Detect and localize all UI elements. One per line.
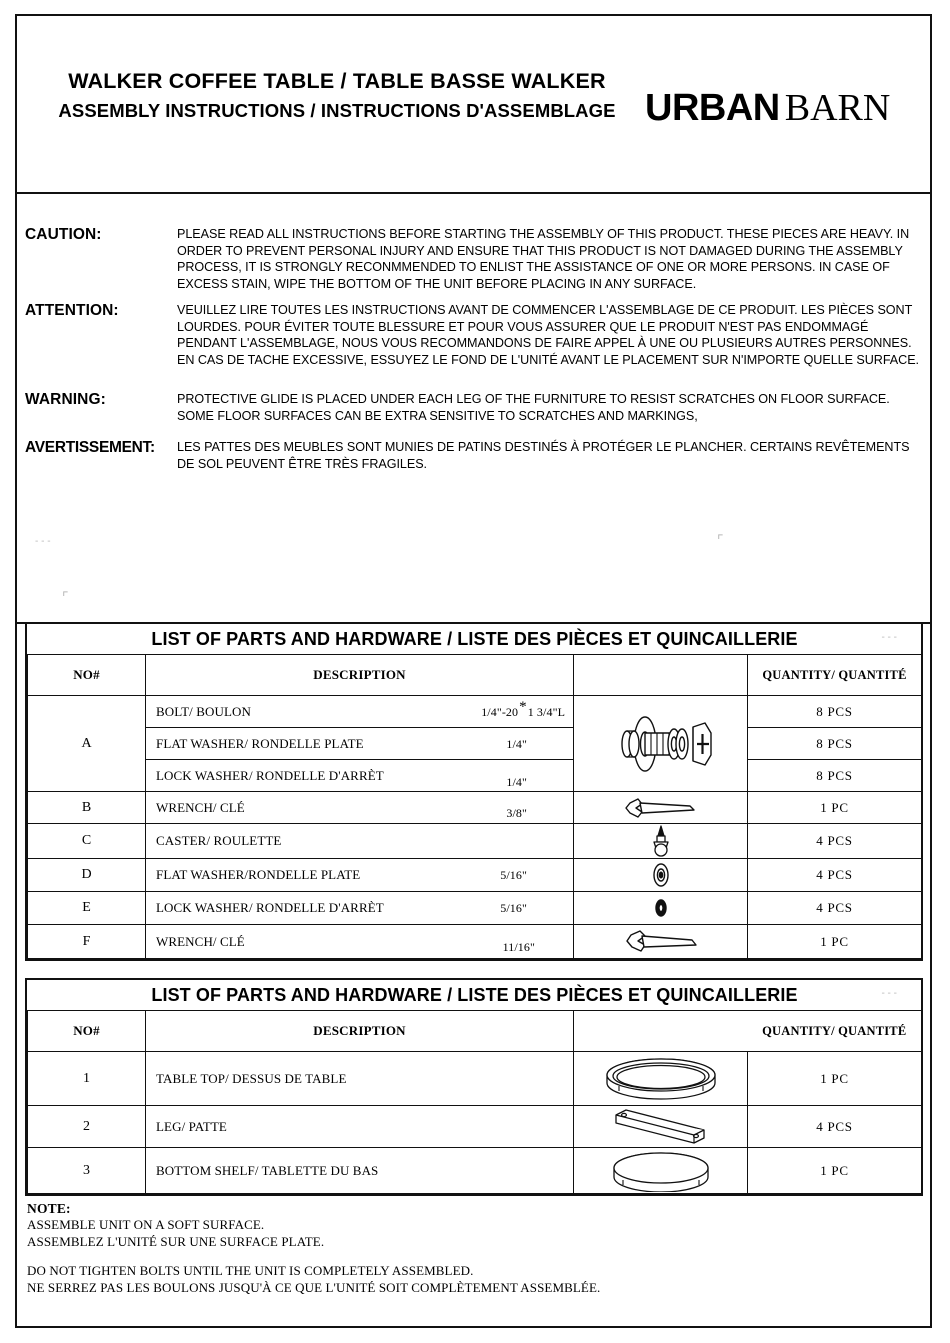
notice-warning-text: PROTECTIVE GLIDE IS PLACED UNDER EACH LEG OF THE FURNITURE TO RESIST SCRATCHES ON FLOOR SURFACE. SOME FLOOR SURFACES CAN BE EXTRA SENSITIVE TO SCRATCHES AND MARKINGS, [177, 392, 890, 423]
table-row [28, 728, 922, 760]
leg-icon [574, 1106, 748, 1148]
row-quantity-lock-washer-quarter: 8 PCS [748, 760, 922, 792]
row-description-caster [146, 824, 574, 859]
row-quantity-flat-washer-quarter: 8 PCS [748, 728, 922, 760]
row-quantity-bolt: 8 PCS [748, 696, 922, 728]
caster-icon [574, 824, 748, 859]
row-dimension: 1/4" [506, 774, 527, 789]
row-dimension: 5/16" [500, 901, 527, 915]
table-row [28, 892, 922, 925]
row-dimension [481, 698, 565, 720]
brand-name-urban: URBAN [645, 87, 780, 129]
row-description-text: LOCK WASHER/ RONDELLE D'ARRÈT [156, 900, 384, 915]
table-row [28, 824, 922, 859]
components-parts-table [25, 978, 923, 1196]
row-description-text: LOCK WASHER/ RONDELLE D'ARRÈT [156, 767, 384, 783]
row-no-e: E [28, 892, 146, 925]
wrench-icon [574, 792, 748, 824]
notice-attention-text: VEUILLEZ LIRE TOUTES LES INSTRUCTIONS AVANT DE COMMENCER L'ASSEMBLAGE DE CE PRODUIT. LES PIÈCES SONT LOURDES. POUR ÉVITER TOUTE BLESSURE ET POUR VOUS ASSURER QUE LE PRODUIT N'EST PAS ENDOMMAGÉ PENDANT L'ASSEMBLAGE, NOUS VOUS RECOMMANDONS DE FAIRE APPEL À UNE OU PLUSIEURS AUTRES PERSONNES. EN CAS DE TACHE EXCESSIVE, ESSUYEZ LE FOND DE L'UNITÉ AVANT LE PLACEMENT SUR N'IMPORTE QUELLE SURFACE. [177, 303, 919, 368]
bottom-shelf-icon [574, 1148, 748, 1194]
row-description-leg: LEG/ PATTE [146, 1106, 574, 1148]
row-dimension: 5/16" [500, 868, 527, 882]
column-header-description: DESCRIPTION [146, 1011, 574, 1052]
column-header-description: DESCRIPTION [146, 655, 574, 696]
note-line-ne-serrez-pas: NE SERREZ PAS LES BOULONS JUSQU'À CE QUE L'UNITÉ SOIT COMPLÈTEMENT ASSEMBLÉE. [27, 1279, 601, 1295]
notice-caution-text: PLEASE READ ALL INSTRUCTIONS BEFORE STARTING THE ASSEMBLY OF THIS PRODUCT. THESE PIECES ARE HEAVY. IN ORDER TO PREVENT PERSONAL INJURY AND ENSURE THAT THIS PRODUCT IS NOT DAMAGED DURING THE ASSEMBLY PROCESS, IT IS STRONGLY RECONMMENDED TO ENLIST THE ASSISTANCE OF ONE OR MORE PERSONS. IN CASE OF EXCESS STAIN, WIPE THE BOTTOM OF THE UNIT BEFORE PLACING IN ANY SURFACE. [177, 227, 910, 292]
row-quantity-lock-washer-516: 4 PCS [748, 892, 922, 925]
title-block [37, 68, 637, 123]
row-no-a: A [28, 696, 146, 792]
row-description-table-top: TABLE TOP/ DESSUS DE TABLE [146, 1052, 574, 1106]
row-description-text: FLAT WASHER/ RONDELLE PLATE [156, 735, 364, 751]
row-quantity-caster: 4 PCS [748, 824, 922, 859]
row-quantity-leg: 4 PCS [748, 1106, 922, 1148]
table-row [28, 859, 922, 892]
note-line-assemble-soft-surface: ASSEMBLE UNIT ON A SOFT SURFACE. [27, 1217, 265, 1232]
table-row [28, 696, 922, 728]
row-dimension: 11/16" [502, 939, 535, 954]
row-description-text: FLAT WASHER/RONDELLE PLATE [156, 867, 361, 882]
row-no-3: 3 [28, 1148, 146, 1194]
row-no-2: 2 [28, 1106, 146, 1148]
note-title: NOTE: [27, 1201, 71, 1216]
row-quantity-wrench-1116: 1 PC [748, 925, 922, 959]
row-no-1: 1 [28, 1052, 146, 1106]
bolt-washer-assembly-icon [574, 696, 748, 792]
row-description-text: WRENCH/ CLÉ [156, 933, 245, 949]
row-dimension: 3/8" [506, 805, 527, 820]
row-no-f: F [28, 925, 146, 959]
row-no-b: B [28, 792, 146, 824]
row-quantity-wrench-38: 1 PC [748, 792, 922, 824]
table-row [28, 925, 922, 959]
row-quantity-table-top: 1 PC [748, 1052, 922, 1106]
row-description-bottom-shelf: BOTTOM SHELF/ TABLETTE DU BAS [146, 1148, 574, 1194]
components-table-header-row [28, 1011, 922, 1052]
brand-name-barn: BARN [784, 87, 891, 129]
row-dimension: 1/4" [506, 736, 527, 751]
notice-avertissement-label: AVERTISSEMENT: [25, 439, 155, 456]
column-header-image [574, 655, 748, 696]
column-header-no: NO# [28, 655, 146, 696]
row-description-flat-washer-quarter [146, 728, 574, 760]
notice-avertissement-text: LES PATTES DES MEUBLES SONT MUNIES DE PATINS DESTINÉS À PROTÉGER LE PLANCHER. CERTAINS REVÊTEMENTS DE SOL PEUVENT ÊTRE TRÈS FRAGILES. [177, 440, 910, 471]
row-description-wrench-1116 [146, 925, 574, 959]
column-header-no: NO# [28, 1011, 146, 1052]
table-row [28, 792, 922, 824]
scan-artifact: ⌜ [62, 589, 69, 605]
row-description-bolt [146, 696, 574, 728]
row-dimension-star: * [519, 698, 527, 715]
safety-notices [17, 194, 930, 624]
table-top-icon [574, 1052, 748, 1106]
row-no-c: C [28, 824, 146, 859]
notice-avertissement [25, 439, 930, 472]
row-quantity-flat-washer-516: 4 PCS [748, 859, 922, 892]
scan-artifact: - - - [881, 988, 897, 999]
row-description-text: BOLT/ BOULON [156, 703, 251, 719]
scan-artifact: - - - [881, 632, 897, 643]
note-block [27, 1201, 907, 1297]
document-frame [15, 14, 932, 1328]
notice-caution [25, 226, 930, 293]
notice-attention-label: ATTENTION: [25, 302, 119, 319]
column-header-quantity: QUANTITY/ QUANTITÉ [748, 655, 922, 696]
table-row [28, 760, 922, 792]
note-spacer [27, 1250, 907, 1263]
notice-warning [25, 391, 930, 424]
note-line-do-not-tighten: DO NOT TIGHTEN BOLTS UNTIL THE UNIT IS COMPLETELY ASSEMBLED. [27, 1263, 474, 1279]
table-row [28, 1106, 922, 1148]
row-description-text: WRENCH/ CLÉ [156, 799, 245, 815]
row-quantity-bottom-shelf: 1 PC [748, 1148, 922, 1194]
table-row [28, 1052, 922, 1106]
row-dimension-value: 1/4"-20 [481, 704, 519, 719]
row-description-lock-washer-quarter [146, 760, 574, 792]
row-description-flat-washer-516 [146, 859, 574, 892]
scan-artifact: - - - [35, 536, 51, 547]
wrench-icon [574, 925, 748, 959]
components-table-title: LIST OF PARTS AND HARDWARE / LISTE DES PIÈCES ET QUINCAILLERIE [28, 980, 922, 1011]
page-subtitle: ASSEMBLY INSTRUCTIONS / INSTRUCTIONS D'ASSEMBLAGE [58, 99, 616, 121]
row-no-d: D [28, 859, 146, 892]
row-description-lock-washer-516 [146, 892, 574, 925]
hardware-table-header-row [28, 655, 922, 696]
brand-logo [645, 86, 890, 130]
row-description-wrench-38 [146, 792, 574, 824]
components-table-title-row [28, 980, 922, 1011]
flat-washer-icon [574, 859, 748, 892]
hardware-parts-table [25, 622, 923, 961]
notice-warning-label: WARNING: [25, 391, 106, 408]
row-dimension-tail: 1 3/4"L [527, 704, 565, 719]
hardware-table-title-row [28, 624, 922, 655]
document-header [17, 16, 930, 194]
note-line-assemblez-surface-plate: ASSEMBLEZ L'UNITÉ SUR UNE SURFACE PLATE. [27, 1233, 325, 1249]
scan-artifact: ⌜ [717, 532, 724, 548]
row-description-text: CASTER/ ROULETTE [156, 833, 282, 848]
notice-caution-label: CAUTION: [25, 226, 102, 243]
lock-washer-icon [574, 892, 748, 925]
hardware-table-title: LIST OF PARTS AND HARDWARE / LISTE DES PIÈCES ET QUINCAILLERIE [28, 624, 922, 655]
table-row [28, 1148, 922, 1194]
column-header-quantity: QUANTITY/ QUANTITÉ [748, 1011, 922, 1052]
column-header-image [574, 1011, 748, 1052]
page-title: WALKER COFFEE TABLE / TABLE BASSE WALKER [68, 69, 606, 93]
notice-attention [25, 302, 930, 369]
